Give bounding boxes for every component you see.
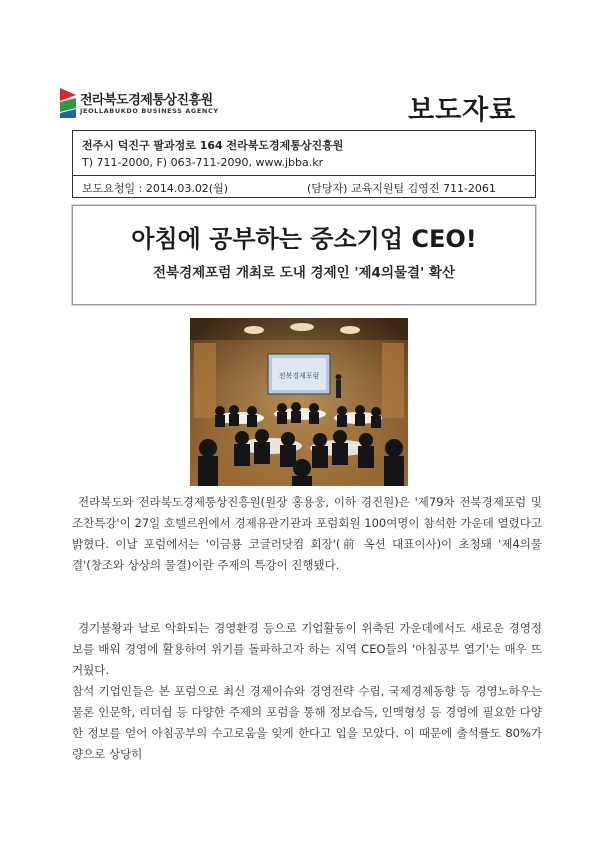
contact-line: T) 711-2000, F) 063-711-2090, www.jbba.kr [82, 156, 324, 169]
body-paragraph-3: 참석 기업인들은 본 포럼으로 최신 경제이슈와 경영전략 수립, 국제경제동향 등 경영노하우는 물론 인문학, 리더쉽 등 다양한 주제의 포럼을 통해 정보습득, 인맥형성 등 경영에 필요한 다양한 정보를 얻어 아침공부의 수고로움을 잊게 한다고 입을 모았다. 이 때문에 출석률도 80%가량으로 상당히 [72, 684, 542, 761]
document-type-title: 보도자료 [408, 95, 517, 126]
org-logo [60, 88, 260, 122]
contact-info-box [72, 130, 536, 198]
body-paragraph-1: 전라북도와 전라북도경제통상진흥원(원장 홍용웅, 이하 경진원)은 '제79차 전북경제포럼 및 조찬특강'이 27일 호텔르윈에서 경제유관기관과 포럼회원 100여명이 참석한 가운데 열렸다고 밝혔다. 이날 포럼에서는 '이금룡 코글러닷컴 회장'(前 옥션 대표이사)이 초청돼 '제4의물결'(창조와 상상의 물결)이란 주제의 특강이 진행됐다. [72, 495, 542, 572]
person-in-charge: (담당자) 교육지원팀 김영진 711-2061 [307, 182, 496, 195]
event-photo [190, 318, 408, 486]
info-divider [73, 175, 535, 176]
screen-text: 전북경제포럼 [278, 372, 320, 380]
headline: 아침에 공부하는 중소기업 CEO! [131, 225, 477, 253]
body-paragraph-2: 경기불황과 날로 악화되는 경영환경 등으로 기업활동이 위축된 가운데에서도 새로운 경영정보를 배워 경영에 활용하여 위기를 돌파하고자 하는 지역 CEO들의 '아침공부 열기'는 매우 뜨거웠다. [72, 621, 542, 677]
org-name: 전라북도경제통상진흥원 [80, 93, 213, 108]
release-request-date: 보도요청일 : 2014.03.02(월) [82, 182, 229, 195]
address-line: 전주시 덕진구 팔과정로 164 전라북도경제통상진흥원 [82, 139, 344, 152]
subheadline: 전북경제포럼 개최로 도내 경제인 '제4의물결' 확산 [153, 265, 455, 281]
org-logo-mark-icon [60, 88, 76, 118]
title-box [72, 205, 536, 305]
org-name-en: JEOLLABUKDO BUSINESS AGENCY [80, 107, 219, 115]
